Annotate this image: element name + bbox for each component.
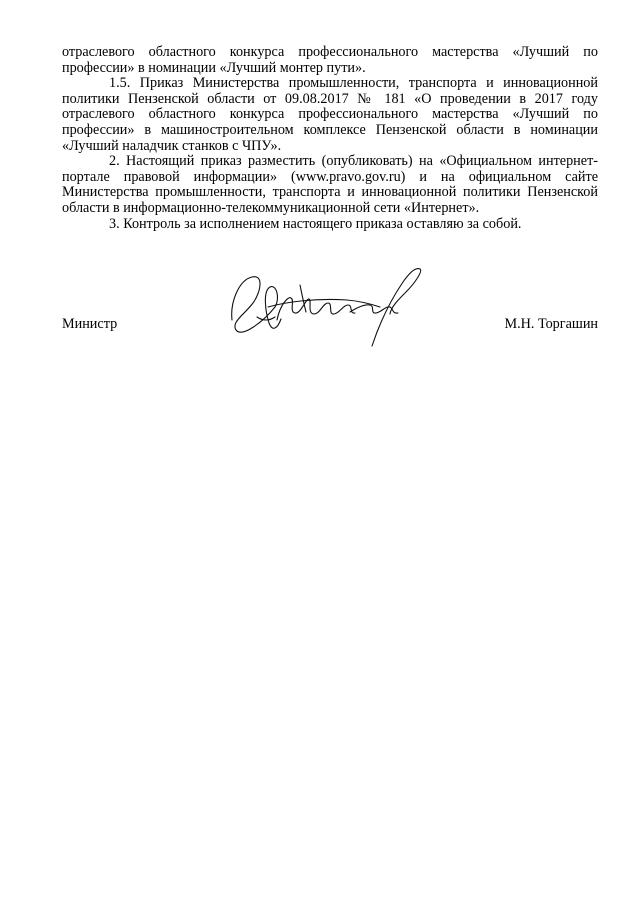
signatory-title: Министр xyxy=(62,316,118,332)
paragraph-2: 2. Настоящий приказ разместить (опубликовать) на «Официальном интернет-портале правовой информации» (www.pravo.gov.ru) и на официальном сайте Министерства промышленности, транспорта и инновационной политики Пензенской области в информационно-телекоммуникационной сети «Интернет». xyxy=(62,153,598,216)
paragraph-1-continuation: отраслевого областного конкурса профессионального мастерства «Лучший по профессии» в номинации «Лучший монтер пути». xyxy=(62,44,598,76)
paragraph-3: 3. Контроль за исполнением настоящего приказа оставляю за собой. xyxy=(109,215,522,232)
signature-block xyxy=(62,316,598,336)
signatory-name: М.Н. Торгашин xyxy=(504,316,598,332)
document-body xyxy=(62,45,598,232)
paragraph-1-5: 1.5. Приказ Министерства промышленности, транспорта и инновационной политики Пензенской области от 09.08.2017 № 181 «О проведении в 2017 году отраслевого областного конкурса профессионального мастерства «Лучший по профессии» в машиностроительном комплексе Пензенской области в номинации «Лучший наладчик станков с ЧПУ». xyxy=(62,75,598,154)
